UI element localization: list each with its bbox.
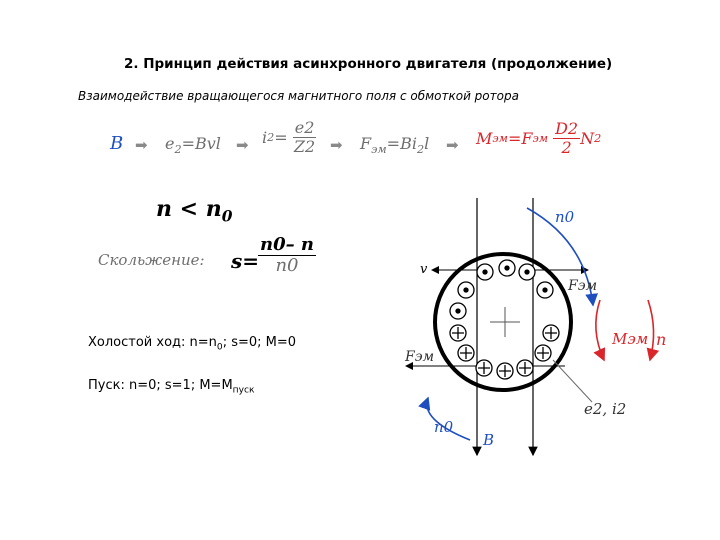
formula-i2-den: Z2: [293, 137, 316, 156]
label-m: Mэм: [612, 330, 649, 348]
label-n0-bottom: n0: [434, 418, 454, 436]
formula-i2-sub: 2: [267, 131, 275, 144]
conductor-dots: [450, 260, 553, 319]
chain-arrow-icon: ➡: [236, 136, 249, 154]
formula-m-tail-sub: 2: [594, 132, 602, 145]
formula-m-eq-sub: эм: [532, 132, 548, 145]
formula-m-num: D2: [555, 119, 579, 138]
slip-den: n0: [275, 255, 299, 276]
label-f-right: Fэм: [568, 278, 598, 294]
emf-leader-line: [553, 360, 592, 402]
formula-f-rhs: =Bi: [386, 134, 417, 153]
formula-m-sub: эм: [492, 132, 508, 145]
formula-f-lhs: F: [360, 134, 372, 153]
formula-i2-eq: =: [274, 128, 288, 147]
chain-arrow-icon: ➡: [330, 136, 343, 154]
label-b: B: [483, 431, 495, 449]
formula-m-lhs: M: [476, 129, 493, 148]
label-e2i2: e2, i2: [584, 400, 627, 418]
torque-arc-left: [596, 300, 604, 360]
idle-mode-sub: 0: [216, 342, 223, 353]
conductor-dot-center: [525, 270, 529, 274]
label-n: n: [656, 330, 667, 349]
formula-m-tail: N: [580, 129, 595, 148]
conductor-dot-center: [483, 270, 487, 274]
formula-m-eq: =F: [507, 129, 533, 148]
conductor-dot-center: [456, 309, 460, 313]
chain-arrow-icon: ➡: [446, 136, 459, 154]
slip-num: n0– n: [260, 234, 314, 255]
label-v: v: [420, 262, 428, 277]
chain-arrow-icon: ➡: [135, 136, 148, 154]
speed-condition-lhs: n < n: [156, 196, 222, 222]
torque-arc-right: [648, 300, 654, 360]
label-f-left: Fэм: [405, 349, 435, 365]
conductor-dot-center: [464, 288, 468, 292]
speed-condition-sub: 0: [221, 207, 233, 226]
conductor-dot-center: [505, 266, 509, 270]
formula-i2-lhs: i: [262, 128, 268, 147]
label-n0-top: n0: [555, 208, 575, 226]
start-mode-sub: пуск: [232, 385, 255, 396]
slide-title: 2. Принцип действия асинхронного двигателя (продолжение): [124, 56, 613, 72]
formula-i2-num: e2: [294, 118, 315, 137]
slip-label: Скольжение:: [98, 251, 205, 269]
formula-e2-lhs: e: [165, 134, 175, 153]
idle-mode-rest: ; s=0; M=0: [222, 335, 297, 350]
slip-s: s=: [231, 249, 260, 273]
formula-f-rhs-end: l: [424, 134, 430, 153]
slide-subtitle: Взаимодействие вращающегося магнитного поля с обмоткой ротора: [78, 89, 519, 103]
formula-f-rhs-sub: 2: [416, 143, 425, 157]
formula-m-den: 2: [561, 138, 572, 157]
idle-mode-main: Холостой ход: n=n: [88, 335, 217, 350]
formula-e2-sub: 2: [174, 143, 182, 157]
formula-f-sub: эм: [371, 143, 387, 157]
conductor-dot-center: [543, 288, 547, 292]
start-mode-main: Пуск: n=0; s=1; M=M: [88, 378, 233, 393]
formula-e2-rhs: =Bvl: [181, 134, 221, 153]
formula-b: B: [110, 133, 124, 154]
